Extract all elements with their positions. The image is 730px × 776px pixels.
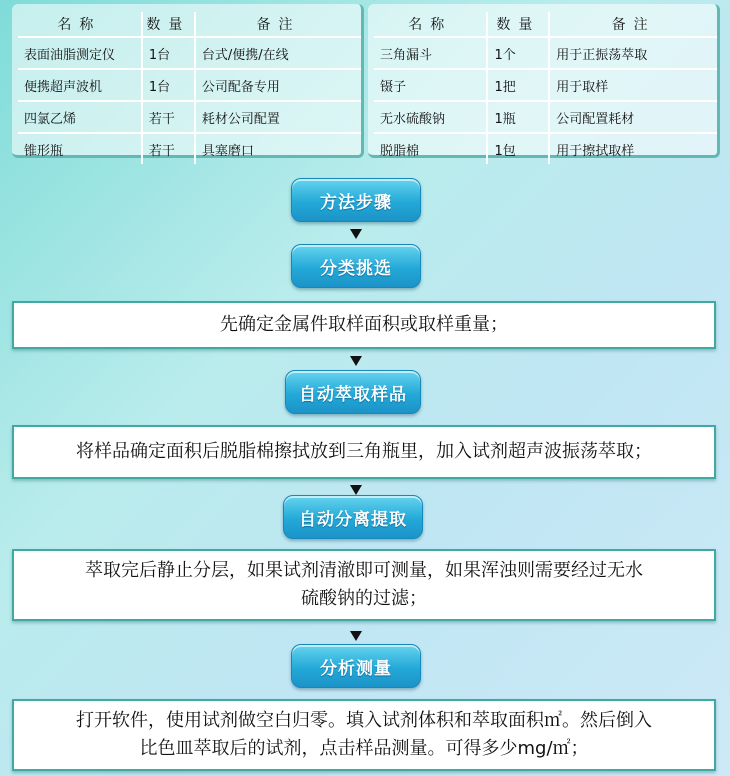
classify-step-button: 分类挑选 <box>291 244 421 288</box>
header-remarks: 备注 <box>611 17 656 33</box>
separate-desc-line-2: 硫酸钠的过滤； <box>301 588 427 609</box>
table-row <box>374 69 717 101</box>
down-arrow-icon <box>350 485 362 495</box>
analyze-desc-line-2: 比色皿萃取后的试剂，点击样品测量。可得多少mg/㎡； <box>139 738 589 759</box>
cell-remarks: 耗材公司配置 <box>195 101 361 133</box>
classify-desc-text: 先确定金属件取样面积或取样重量； <box>220 314 508 335</box>
cell-name: 便携超声波机 <box>18 69 142 101</box>
cell-name: 无水硫酸钠 <box>374 101 487 133</box>
down-arrow-icon <box>350 229 362 239</box>
table-row <box>18 69 361 101</box>
analyze-step-button: 分析测量 <box>291 644 421 688</box>
cell-remarks: 用于正振荡萃取 <box>549 37 717 69</box>
cell-remarks: 公司配备专用 <box>195 69 361 101</box>
table-row <box>374 37 717 69</box>
cell-name: 表面油脂测定仪 <box>18 37 142 69</box>
table-header-row <box>374 12 717 37</box>
header-quantity: 数量 <box>142 12 195 37</box>
extract-step-button: 自动萃取样品 <box>285 370 421 414</box>
equipment-table-right <box>374 12 717 164</box>
cell-quantity: 1把 <box>487 69 549 101</box>
cell-remarks: 台式/便携/在线 <box>195 37 361 69</box>
cell-quantity: 1个 <box>487 37 549 69</box>
table-row <box>374 133 717 164</box>
cell-remarks: 具塞磨口 <box>195 133 361 164</box>
cell-quantity: 1瓶 <box>487 101 549 133</box>
header-name: 名称 <box>374 12 487 37</box>
method-steps-button: 方法步骤 <box>291 178 421 222</box>
cell-remarks: 用于擦拭取样 <box>549 133 717 164</box>
cell-name: 镊子 <box>374 69 487 101</box>
cell-remarks: 公司配置耗材 <box>549 101 717 133</box>
equipment-table-left-panel <box>12 4 364 158</box>
analyze-desc-line-1: 打开软件，使用试剂做空白归零。填入试剂体积和萃取面积㎡。然后倒入 <box>76 710 652 731</box>
equipment-table-right-panel <box>368 4 720 158</box>
extract-step-description <box>12 425 716 479</box>
separate-step-button: 自动分离提取 <box>283 495 423 539</box>
equipment-table-left <box>18 12 361 164</box>
separate-step-description <box>12 549 716 621</box>
down-arrow-icon <box>350 631 362 641</box>
table-row <box>374 101 717 133</box>
cell-quantity: 1包 <box>487 133 549 164</box>
analyze-step-description <box>12 699 716 771</box>
header-remarks: 备注 <box>256 17 301 33</box>
header-name: 名称 <box>18 12 142 37</box>
cell-quantity: 若干 <box>142 101 195 133</box>
cell-name: 脱脂棉 <box>374 133 487 164</box>
extract-desc-text: 将样品确定面积后脱脂棉擦拭放到三角瓶里，加入试剂超声波振荡萃取； <box>76 441 652 462</box>
table-header-row <box>18 12 361 37</box>
cell-remarks: 用于取样 <box>549 69 717 101</box>
cell-quantity: 若干 <box>142 133 195 164</box>
table-row <box>18 101 361 133</box>
separate-desc-line-1: 萃取完后静止分层，如果试剂清澈即可测量，如果浑浊则需要经过无水 <box>85 560 643 581</box>
header-quantity: 数量 <box>487 12 549 37</box>
classify-step-description <box>12 301 716 349</box>
cell-quantity: 1台 <box>142 37 195 69</box>
cell-name: 四氯乙烯 <box>18 101 142 133</box>
cell-quantity: 1台 <box>142 69 195 101</box>
cell-name: 锥形瓶 <box>18 133 142 164</box>
cell-name: 三角漏斗 <box>374 37 487 69</box>
table-row <box>18 37 361 69</box>
table-row <box>18 133 361 164</box>
down-arrow-icon <box>350 356 362 366</box>
